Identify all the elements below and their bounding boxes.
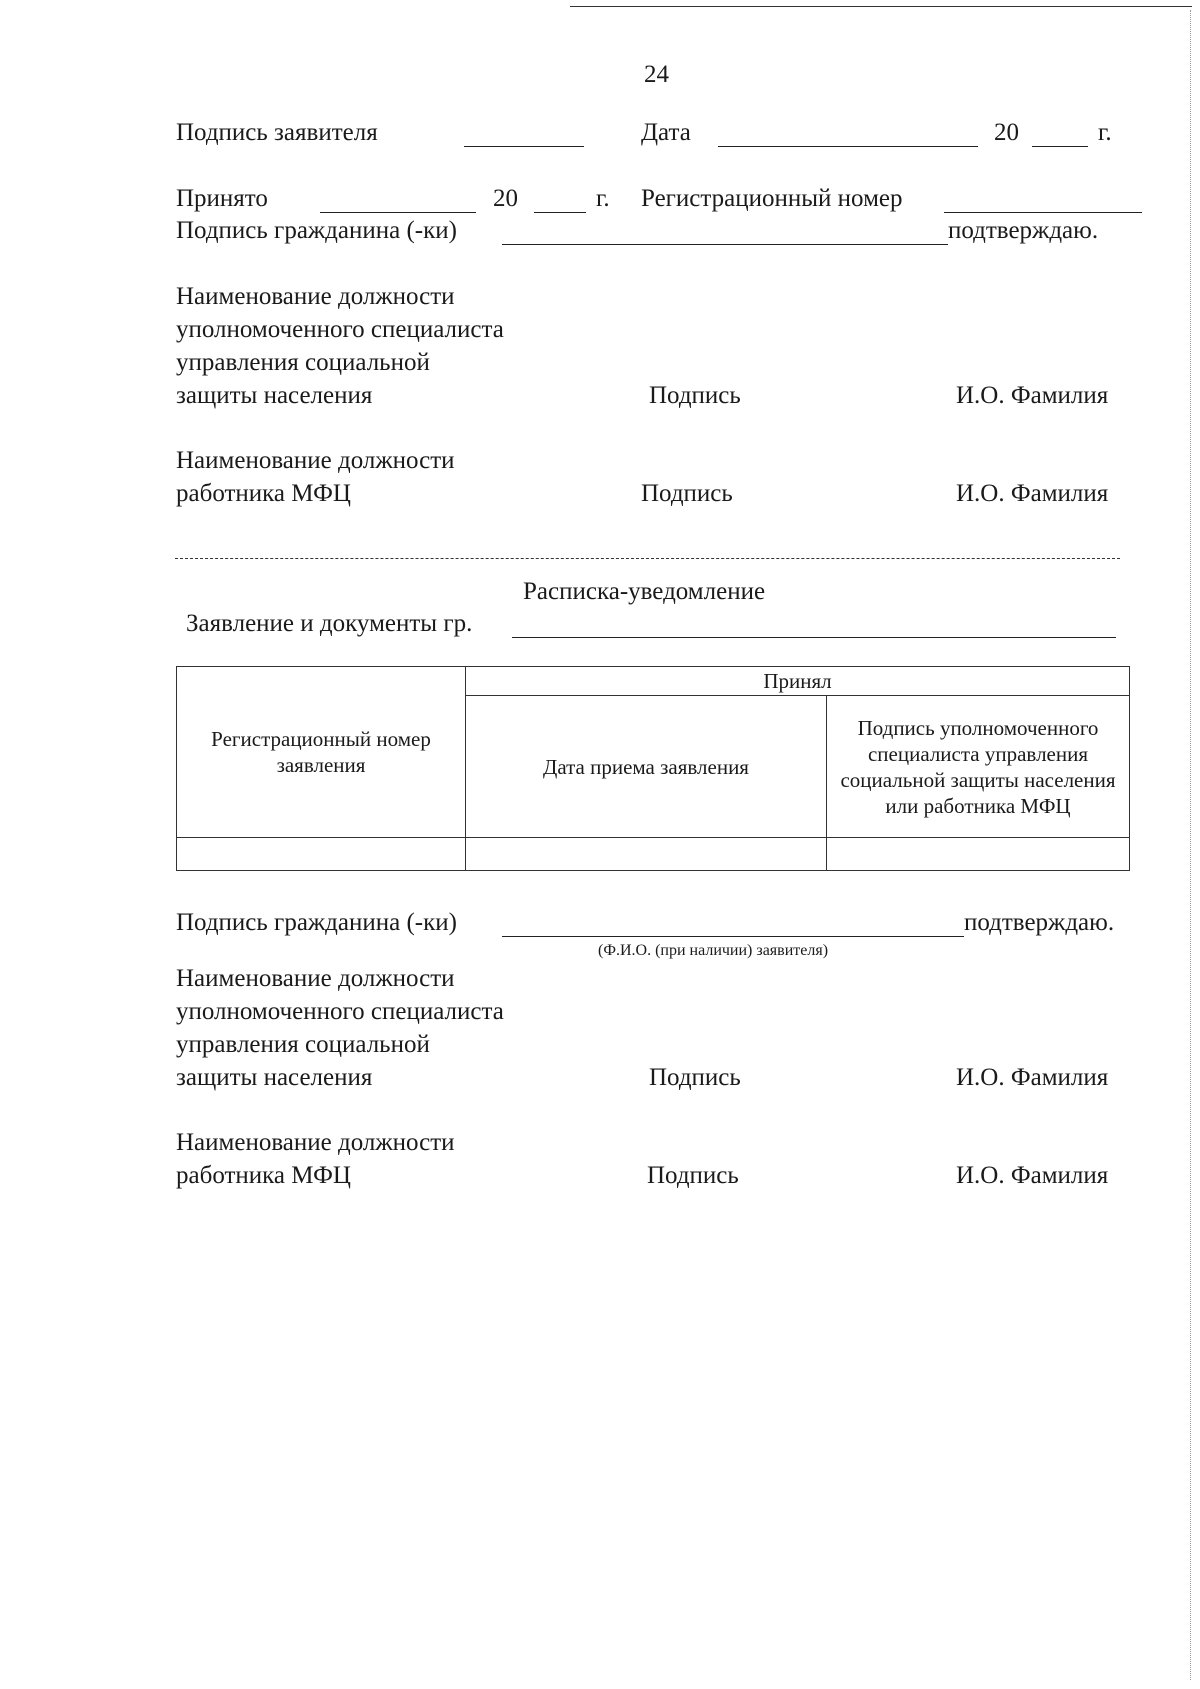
date-line <box>718 146 978 147</box>
year-prefix: 20 <box>994 119 1019 146</box>
reg-number-cell[interactable] <box>177 838 466 871</box>
col-date-header: Дата приема заявления <box>466 696 827 838</box>
official-signature-2: Подпись <box>649 1064 741 1091</box>
col-signature-header: Подпись уполномоченного специалиста управления социальной защиты населения или работника МФЦ <box>827 696 1130 838</box>
tear-off-line <box>175 558 1120 559</box>
citizen-confirm: подтверждаю. <box>948 217 1099 244</box>
official-title-line: управления социальной <box>176 349 430 376</box>
receipt-docs-label: Заявление и документы гр. <box>186 610 473 637</box>
citizen-signature-line-2 <box>502 936 964 937</box>
signature-cell[interactable] <box>827 838 1130 871</box>
accepted-year-line <box>534 212 586 213</box>
mfc-title-line-2: работника МФЦ <box>176 1162 351 1189</box>
accepted-label: Принято <box>176 185 268 212</box>
page-number: 24 <box>644 61 669 88</box>
applicant-signature-label: Подпись заявителя <box>176 119 378 146</box>
receipt-title: Расписка-уведомление <box>523 578 766 605</box>
accepted-date-line <box>320 212 476 213</box>
accepted-group-header: Принял <box>466 667 1130 696</box>
official-title-line-2: защиты населения <box>176 1064 373 1091</box>
applicant-signature-line <box>464 146 584 147</box>
mfc-signature: Подпись <box>641 480 733 507</box>
mfc-name: И.О. Фамилия <box>956 480 1109 507</box>
official-title-line: уполномоченного специалиста <box>176 316 504 343</box>
page-right-edge <box>1190 10 1191 1680</box>
receipt-docs-line <box>512 637 1116 638</box>
reg-number-label: Регистрационный номер <box>641 185 903 212</box>
official-name-2: И.О. Фамилия <box>956 1064 1109 1091</box>
accepted-year-prefix: 20 <box>493 185 518 212</box>
citizen-confirm-2: подтверждаю. <box>964 909 1115 936</box>
mfc-title-line: Наименование должности <box>176 447 455 474</box>
official-name: И.О. Фамилия <box>956 382 1109 409</box>
official-title-line-2: управления социальной <box>176 1031 430 1058</box>
mfc-title-line: работника МФЦ <box>176 480 351 507</box>
official-title-line: защиты населения <box>176 382 373 409</box>
accepted-year-suffix: г. <box>596 185 610 212</box>
official-title-line-2: Наименование должности <box>176 965 455 992</box>
reg-number-line <box>944 212 1142 213</box>
citizen-signature-label-2: Подпись гражданина (-ки) <box>176 909 457 936</box>
citizen-signature-label: Подпись гражданина (-ки) <box>176 217 457 244</box>
date-label: Дата <box>641 119 691 146</box>
official-signature: Подпись <box>649 382 741 409</box>
citizen-signature-line <box>502 244 948 245</box>
year-line <box>1032 146 1088 147</box>
date-cell[interactable] <box>466 838 827 871</box>
year-suffix: г. <box>1098 119 1112 146</box>
mfc-signature-2: Подпись <box>647 1162 739 1189</box>
applicant-name-caption: (Ф.И.О. (при наличии) заявителя) <box>598 942 829 959</box>
official-title-line: Наименование должности <box>176 283 455 310</box>
receipt-table <box>176 666 1130 871</box>
mfc-name-2: И.О. Фамилия <box>956 1162 1109 1189</box>
page-top-rule <box>570 6 1192 7</box>
official-title-line-2: уполномоченного специалиста <box>176 998 504 1025</box>
col-reg-number-header: Регистрационный номер заявления <box>177 667 466 838</box>
mfc-title-line-2: Наименование должности <box>176 1129 455 1156</box>
